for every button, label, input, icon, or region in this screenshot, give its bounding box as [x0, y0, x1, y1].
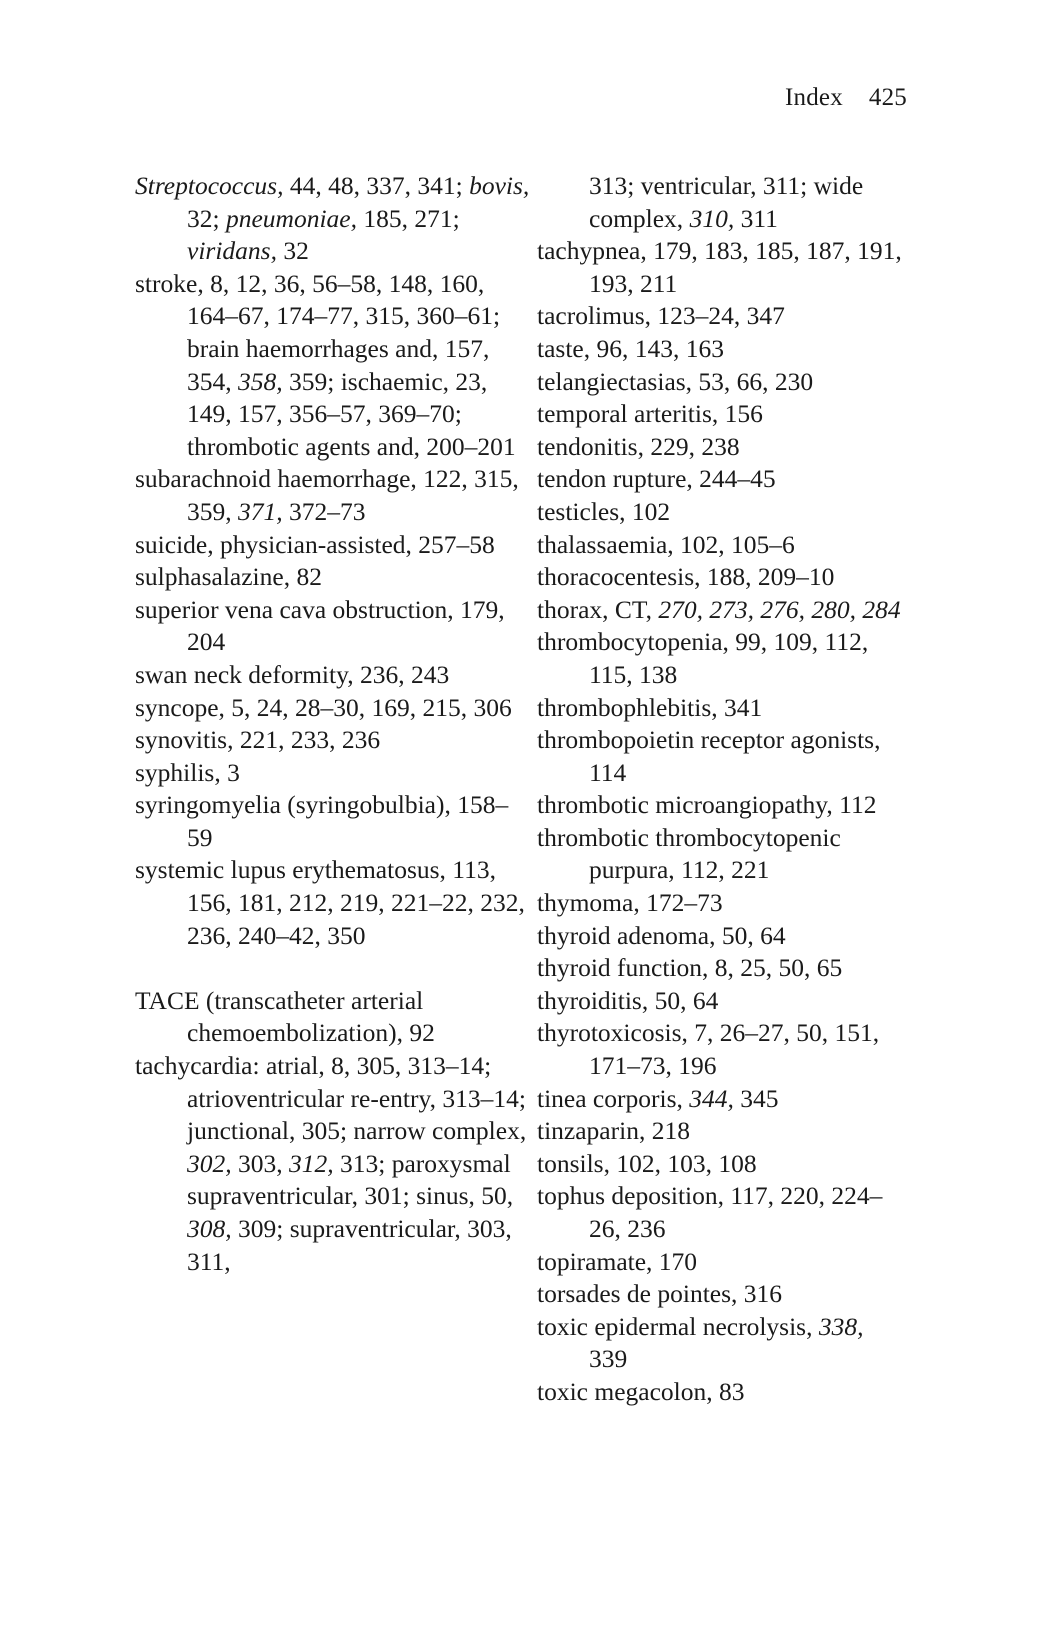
index-column-right: [537, 170, 907, 1409]
index-entry: [537, 626, 907, 691]
index-entry: [537, 1246, 907, 1279]
index-entry: [537, 235, 907, 300]
index-entry: [537, 1148, 907, 1181]
italic-segment: Streptococcus,: [135, 171, 284, 200]
index-entry: [537, 366, 907, 399]
text-segment: 309; supraventricular, 303, 311,: [187, 1214, 512, 1276]
text-segment: thrombophlebitis, 341: [537, 692, 763, 722]
text-segment: superior vena cava obstruction, 179, 204: [135, 594, 505, 657]
index-entry: [537, 463, 907, 496]
italic-segment: 310,: [689, 203, 735, 233]
index-entry: [537, 1180, 907, 1245]
text-segment: tacrolimus, 123–24, 347: [537, 301, 785, 331]
text-segment: suicide, physician-assisted, 257–58: [135, 529, 495, 559]
index-entry: [135, 757, 530, 790]
text-segment: thrombotic microangiopathy, 112: [537, 790, 877, 820]
section-title: Index: [784, 84, 843, 111]
index-entry: [537, 1278, 907, 1311]
text-segment: 372–73: [282, 496, 366, 526]
index-entry: [537, 952, 907, 985]
text-segment: thrombocytopenia, 99, 109, 112, 115, 138: [537, 627, 869, 689]
index-entry: [537, 1376, 907, 1409]
text-segment: subarachnoid haemorrhage, 122, 315, 359,: [135, 464, 519, 526]
text-segment: thyroiditis, 50, 64: [537, 985, 719, 1015]
text-segment: topiramate, 170: [537, 1246, 698, 1276]
index-entry: [135, 692, 530, 725]
text-segment: thrombotic thrombocytopenic purpura, 112, 221: [537, 822, 841, 885]
index-entry: [135, 854, 530, 952]
text-segment: 345: [733, 1083, 779, 1113]
index-entry: [537, 822, 907, 887]
text-segment: 185, 271;: [356, 203, 460, 233]
text-segment: synovitis, 221, 233, 236: [135, 725, 381, 755]
text-segment: temporal arteritis, 156: [537, 399, 763, 429]
text-segment: torsades de pointes, 316: [537, 1279, 783, 1309]
index-entry: [537, 1115, 907, 1148]
text-segment: syncope, 5, 24, 28–30, 169, 215, 306: [135, 692, 512, 722]
text-segment: tonsils, 102, 103, 108: [537, 1148, 757, 1178]
text-segment: thyroid function, 8, 25, 50, 65: [537, 953, 843, 983]
text-segment: 32;: [187, 203, 226, 233]
italic-segment: viridans,: [187, 236, 277, 266]
italic-segment: 338,: [818, 1311, 864, 1341]
italic-segment: 358,: [238, 366, 283, 396]
index-entry: [135, 789, 530, 854]
italic-segment: pneumoniae,: [225, 203, 357, 233]
text-segment: thorax, CT,: [537, 594, 659, 624]
italic-segment: 312,: [289, 1148, 334, 1178]
text-segment: 303,: [231, 1148, 289, 1178]
text-segment: thoracocentesis, 188, 209–10: [537, 562, 835, 592]
text-segment: 359; ischaemic, 23, 149, 157, 356–57, 369–70; thrombotic agents and, 200–201: [187, 366, 516, 461]
text-segment: telangiectasias, 53, 66, 230: [537, 366, 814, 396]
index-entry: [537, 985, 907, 1018]
index-entry: [537, 333, 907, 366]
index-entry: [135, 561, 530, 594]
text-segment: toxic epidermal necrolysis,: [537, 1311, 819, 1341]
text-segment: 339: [589, 1344, 628, 1374]
text-segment: taste, 96, 143, 163: [537, 333, 724, 363]
text-segment: tendonitis, 229, 238: [537, 431, 740, 461]
index-entry: [537, 561, 907, 594]
index-entry: [135, 529, 530, 562]
index-entry: [135, 170, 530, 268]
text-segment: 311: [734, 203, 778, 233]
text-segment: tophus deposition, 117, 220, 224–26, 236: [537, 1181, 883, 1243]
index-entry: [135, 659, 530, 692]
text-segment: tachypnea, 179, 183, 185, 187, 191, 193, 211: [537, 236, 902, 298]
text-segment: tachycardia: atrial, 8, 305, 313–14; atrioventricular re-entry, 313–14; junctional, 305; narrow complex,: [135, 1051, 527, 1146]
text-segment: syphilis, 3: [135, 757, 240, 787]
text-segment: testicles, 102: [537, 496, 671, 526]
index-entry: [537, 431, 907, 464]
index-entry: [537, 920, 907, 953]
index-entry: [537, 496, 907, 529]
index-column-left: [135, 170, 530, 1278]
text-segment: thrombopoietin receptor agonists, 114: [537, 725, 881, 787]
index-entry: [135, 594, 530, 659]
text-segment: tinzaparin, 218: [537, 1116, 690, 1146]
text-segment: thymoma, 172–73: [537, 888, 723, 918]
text-segment: TACE (transcatheter arterial chemoembolization), 92: [135, 985, 435, 1048]
index-entry: [135, 463, 530, 528]
italic-segment: 308,: [187, 1214, 232, 1243]
index-entry: [537, 1311, 907, 1376]
index-entry: [537, 300, 907, 333]
text-segment: toxic megacolon, 83: [537, 1376, 745, 1406]
index-entry: [135, 724, 530, 757]
text-segment: thyroid adenoma, 50, 64: [537, 920, 786, 950]
text-segment: thalassaemia, 102, 105–6: [537, 529, 795, 559]
index-entry: [537, 1017, 907, 1082]
italic-segment: 270, 273, 276, 280, 284: [658, 594, 901, 624]
text-segment: systemic lupus erythematosus, 113, 156, 181, 212, 219, 221–22, 232, 236, 240–42, 350: [135, 855, 525, 950]
text-segment: thyrotoxicosis, 7, 26–27, 50, 151, 171–73, 196: [537, 1018, 880, 1081]
index-entry: [537, 692, 907, 725]
text-segment: 313; paroxysmal supraventricular, 301; sinus, 50,: [187, 1148, 514, 1211]
italic-segment: 371,: [238, 496, 283, 526]
index-entry: [537, 594, 907, 627]
index-entry: [537, 724, 907, 789]
text-segment: tendon rupture, 244–45: [537, 464, 776, 494]
text-segment: 32: [276, 236, 309, 266]
index-entry-continuation: [537, 170, 907, 235]
index-entry: [537, 789, 907, 822]
index-entry: [537, 1083, 907, 1116]
text-segment: stroke, 8, 12, 36, 56–58, 148, 160, 164–67, 174–77, 315, 360–61; brain haemorrhages and, 157, 354,: [135, 268, 501, 396]
index-entry: [135, 268, 530, 464]
page-number: 425: [868, 84, 907, 111]
text-segment: swan neck deformity, 236, 243: [135, 659, 450, 689]
text-segment: sulphasalazine, 82: [135, 562, 322, 592]
index-entry: [135, 985, 530, 1050]
index-entry: [537, 887, 907, 920]
index-entry: [537, 529, 907, 562]
text-segment: 313; ventricular, 311; wide complex,: [589, 171, 864, 233]
text-segment: 44, 48, 337, 341;: [283, 171, 470, 200]
text-segment: syringomyelia (syringobulbia), 158–59: [135, 790, 509, 852]
index-entry: [537, 398, 907, 431]
text-segment: tinea corporis,: [537, 1083, 690, 1113]
italic-segment: 344,: [689, 1083, 734, 1113]
italic-segment: bovis,: [469, 171, 530, 200]
italic-segment: 302,: [187, 1148, 232, 1178]
running-head: [785, 84, 907, 112]
index-entry: [135, 1050, 530, 1278]
